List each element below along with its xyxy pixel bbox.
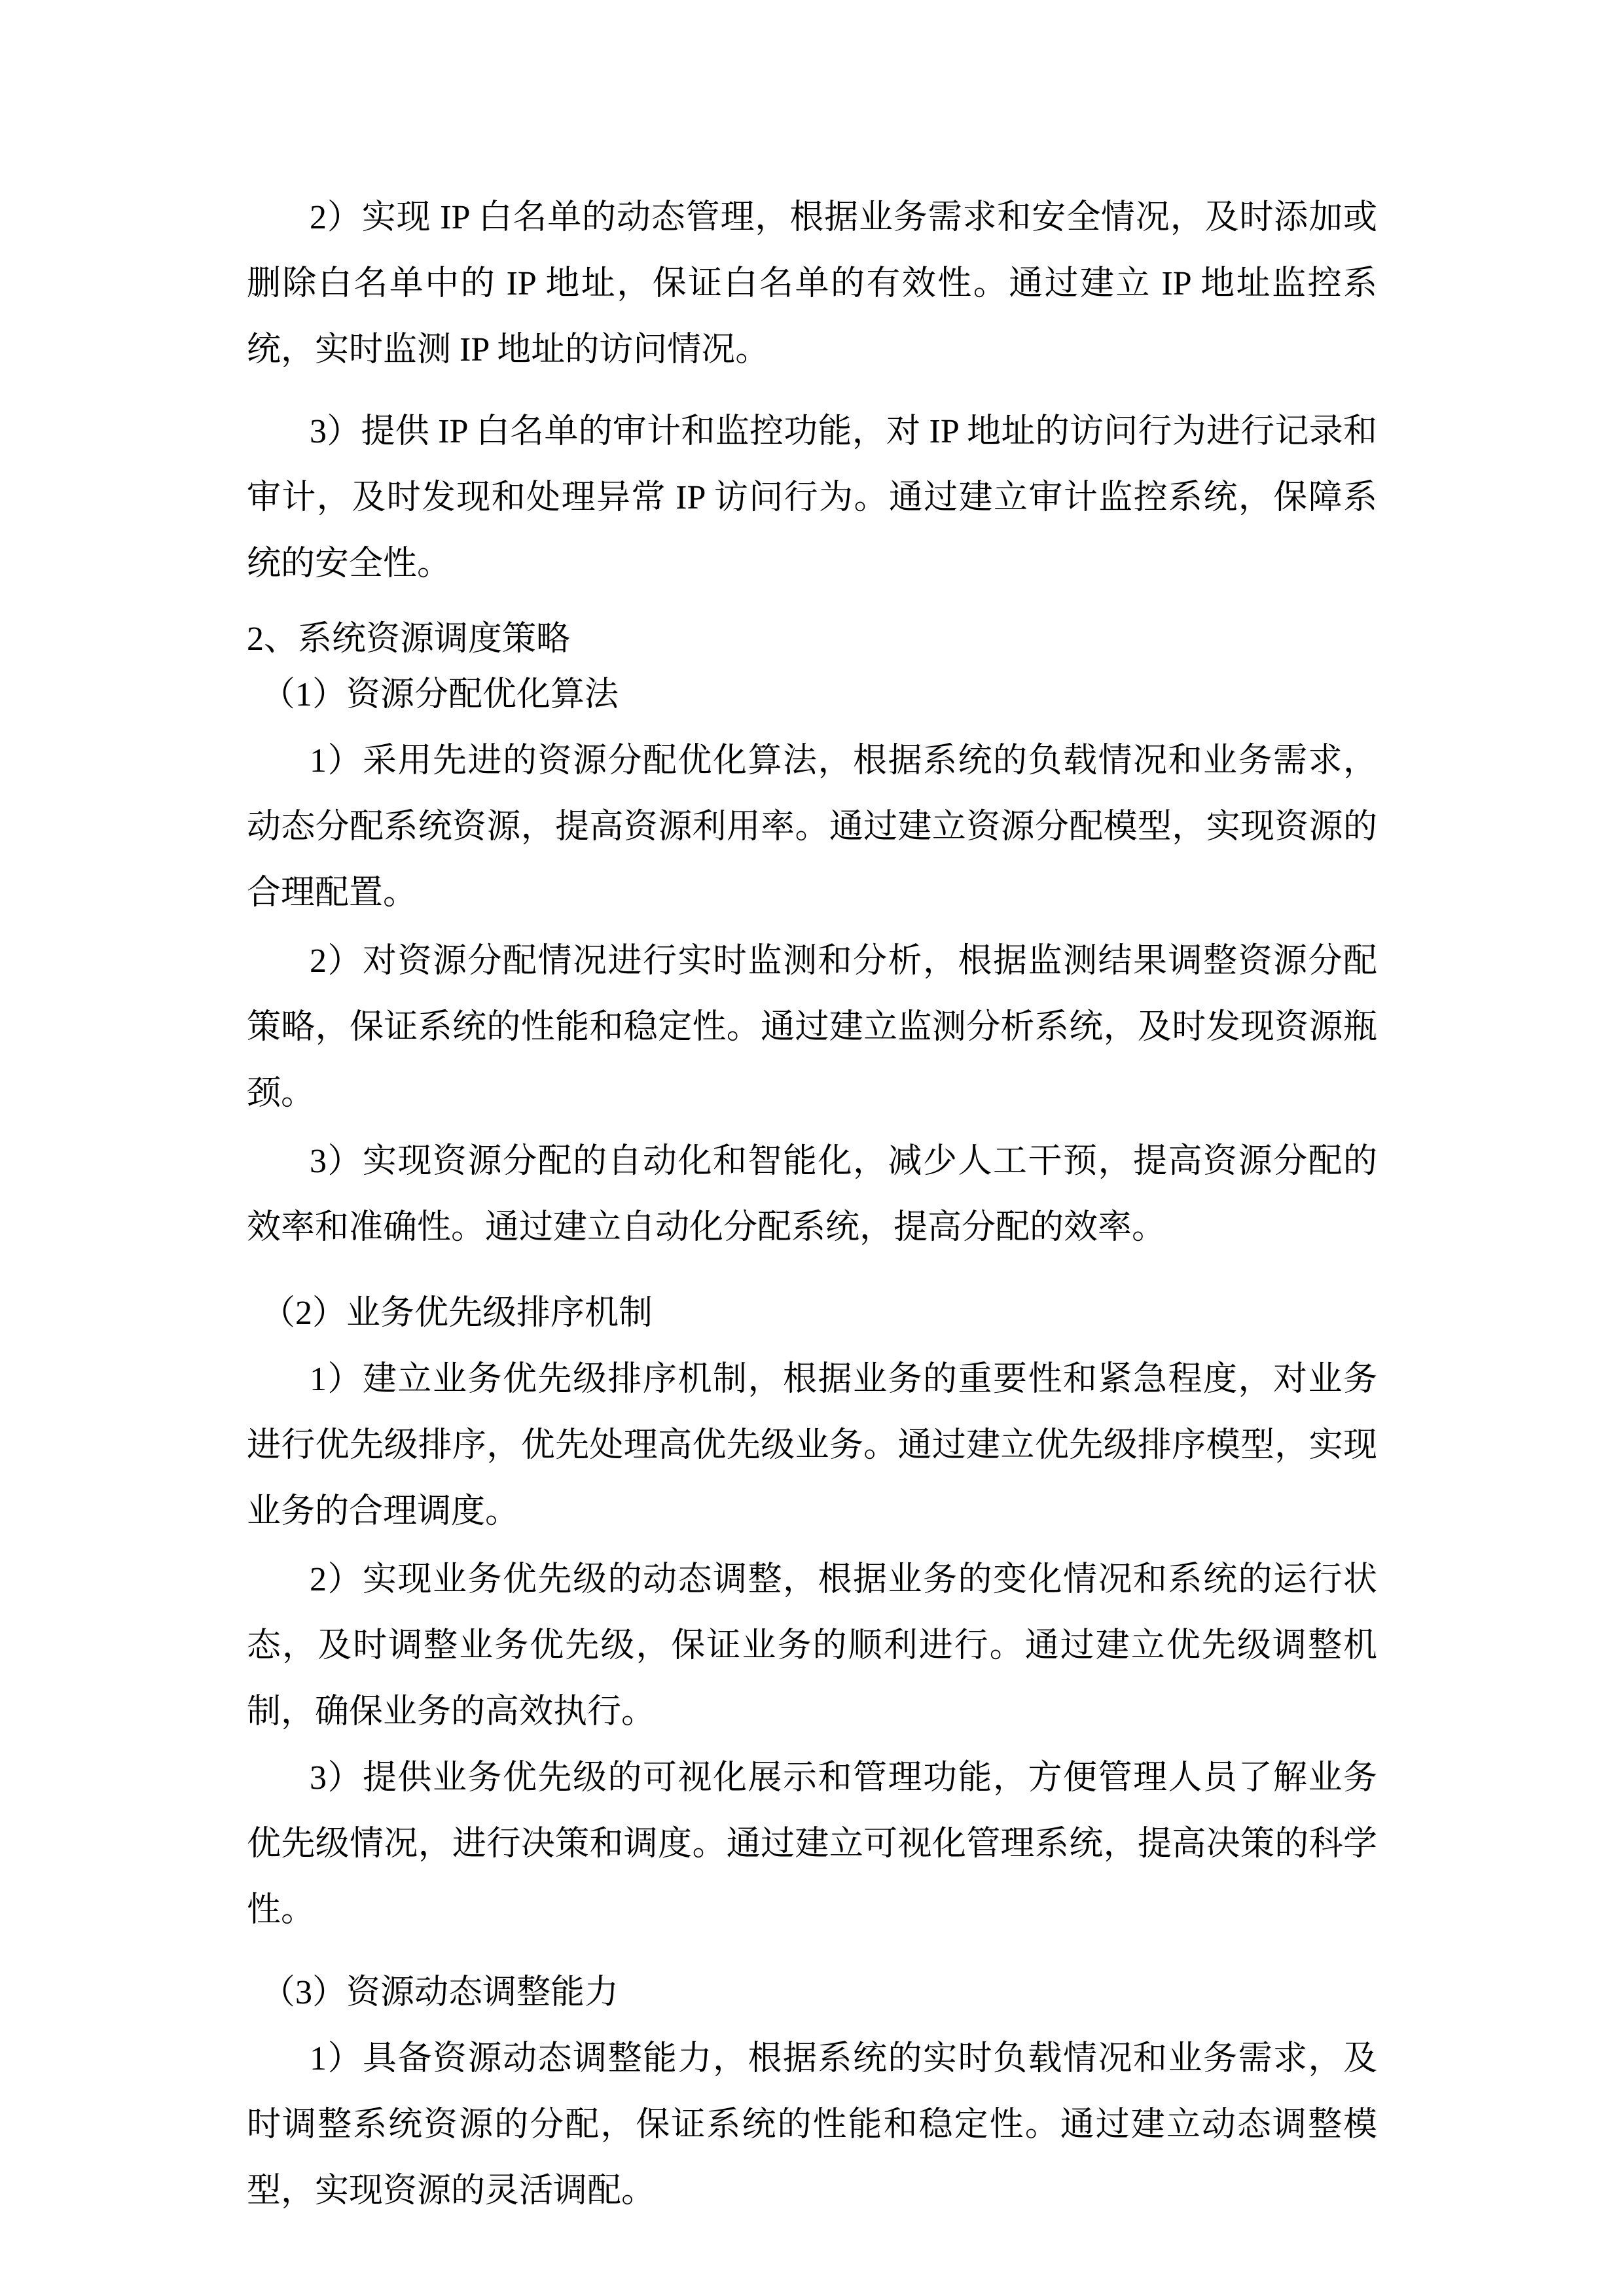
subsection-heading-resource-dynamic-adjustment: （3）资源动态调整能力 (261, 1974, 619, 2011)
subsection-heading-business-priority-mechanism: （2）业务优先级排序机制 (261, 1295, 653, 1332)
paragraph-priority-sorting-mechanism: 1）建立业务优先级排序机制，根据业务的重要性和紧急程度，对业务进行优先级排序，优先处理高优先级业务。通过建立优先级排序模型，实现业务的合理调度。 (247, 1361, 1377, 1530)
paragraph-priority-dynamic-adjustment: 2）实现业务优先级的动态调整，根据业务的变化情况和系统的运行状态，及时调整业务优先级，保证业务的顺利进行。通过建立优先级调整机制，确保业务的高效执行。 (247, 1561, 1377, 1731)
paragraph-priority-visualization: 3）提供业务优先级的可视化展示和管理功能，方便管理人员了解业务优先级情况，进行决策和调度。通过建立可视化管理系统，提高决策的科学性。 (247, 1759, 1377, 1929)
paragraph-ip-whitelist-audit-monitoring: 3）提供 IP 白名单的审计和监控功能，对 IP 地址的访问行为进行记录和审计，及时发现和处理异常 IP 访问行为。通过建立审计监控系统，保障系统的安全性。 (247, 413, 1377, 583)
paragraph-resource-allocation-monitoring: 2）对资源分配情况进行实时监测和分析，根据监测结果调整资源分配策略，保证系统的性能和稳定性。通过建立监测分析系统，及时发现资源瓶颈。 (247, 942, 1377, 1112)
paragraph-resource-allocation-optimization: 1）采用先进的资源分配优化算法，根据系统的负载情况和业务需求，动态分配系统资源，提高资源利用率。通过建立资源分配模型，实现资源的合理配置。 (247, 742, 1377, 912)
paragraph-ip-whitelist-dynamic-management: 2）实现 IP 白名单的动态管理，根据业务需求和安全情况，及时添加或删除白名单中的 IP 地址，保证白名单的有效性。通过建立 IP 地址监控系统，实时监测 IP 地址的访问情况。 (247, 199, 1377, 368)
paragraph-resource-dynamic-adjustment-capability: 1）具备资源动态调整能力，根据系统的实时负载情况和业务需求，及时调整系统资源的分配，保证系统的性能和稳定性。通过建立动态调整模型，实现资源的灵活调配。 (247, 2040, 1377, 2210)
subsection-heading-resource-allocation-algorithm: （1）资源分配优化算法 (261, 676, 619, 713)
section-heading-system-resource-scheduling: 2、系统资源调度策略 (247, 620, 571, 658)
text-column (247, 0, 1377, 2224)
paragraph-resource-allocation-automation: 3）实现资源分配的自动化和智能化，减少人工干预，提高资源分配的效率和准确性。通过建立自动化分配系统，提高分配的效率。 (247, 1143, 1377, 1246)
